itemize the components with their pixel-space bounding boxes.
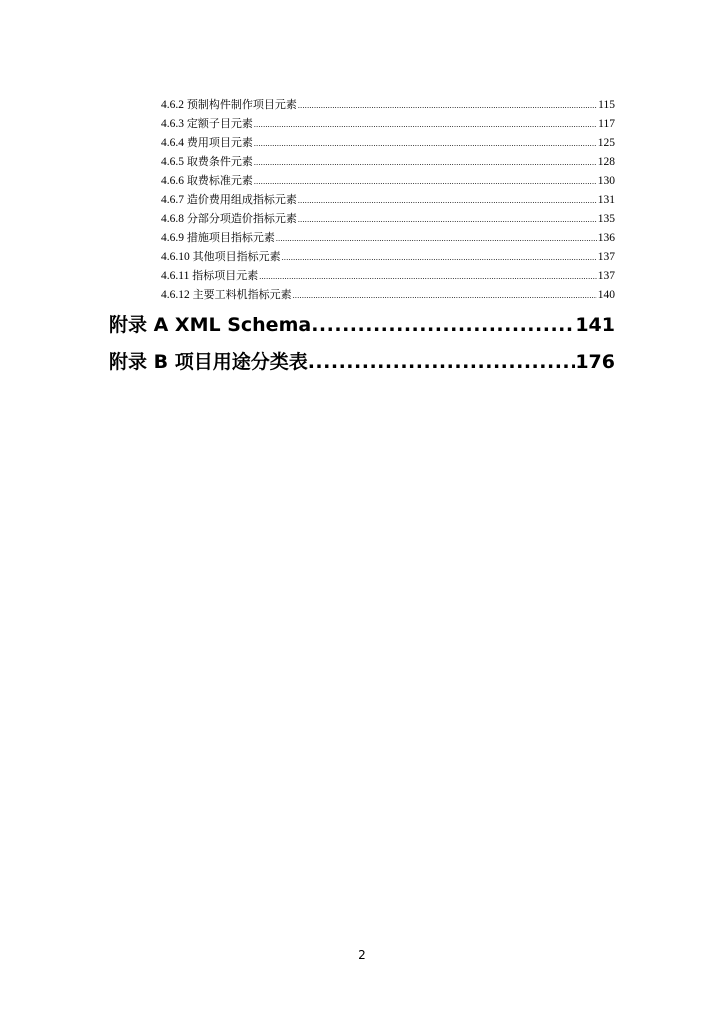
toc-entry-number: 4.6.12 [161,289,190,301]
toc-dot-leader [254,135,597,152]
toc-entry-title: 分部分项造价指标元素 [186,212,297,225]
toc-entry-number: 4.6.9 [161,232,184,244]
toc-entry-number: 4.6.4 [161,137,184,149]
toc-dot-leader [298,97,597,114]
page-number: 2 [358,948,366,962]
toc-appendix-title: 附录 A XML Schema [109,314,312,336]
toc-entry-page: 136 [597,232,615,244]
toc-entry [161,229,615,246]
toc-entry [161,191,615,208]
toc-entry-title: 取费标准元素 [186,174,253,187]
toc-entry-number: 4.6.3 [161,118,184,130]
toc-entry-number: 4.6.6 [161,175,184,187]
toc-entry-page: 115 [598,99,615,111]
toc-appendix-page: 141 [575,314,615,336]
toc-entry-number: 4.6.10 [161,251,190,263]
toc-entry-title: 取费条件元素 [186,155,253,168]
toc-entry [161,248,615,265]
toc-dot-leader [254,116,597,133]
toc-entry-page: 130 [597,175,615,187]
toc-entry [161,96,615,113]
toc-entry-page: 140 [597,289,615,301]
toc-entry-page: 135 [597,213,615,225]
toc-entry-title: 主要工料机指标元素 [192,288,292,301]
toc-entry-number: 4.6.8 [161,213,184,225]
toc-dot-leader [254,173,597,190]
toc-entry-title: 造价费用组成指标元素 [186,193,297,206]
toc-dot-leader [282,249,597,266]
toc-entry-page: 125 [597,137,615,149]
toc-entry [161,153,615,170]
toc-dot-leader [259,268,597,285]
toc-entry-number: 4.6.11 [161,270,190,282]
toc-dot-leader [254,154,597,171]
toc-dot-leader [298,211,597,228]
toc-entry [161,267,615,284]
toc-entry-page: 128 [597,156,615,168]
toc-entry [161,172,615,189]
toc-entry-title: 定额子目元素 [186,117,253,130]
toc-entry-title: 指标项目元素 [192,269,259,282]
toc-entry [161,210,615,227]
toc-appendix-entry [109,311,615,339]
toc-dot-leader [276,230,597,247]
toc-entry-title: 其他项目指标元素 [192,250,281,263]
toc-entry-page: 117 [598,118,615,130]
toc-entry-title: 措施项目指标元素 [186,231,275,244]
toc-entry-title: 费用项目元素 [186,136,253,149]
toc-entry [161,134,615,151]
toc-dot-leader [298,192,597,209]
toc-appendix-title: 附录 B 项目用途分类表 [109,351,308,373]
toc-entry [161,115,615,132]
toc-entry-number: 4.6.5 [161,156,184,168]
toc-entry-page: 131 [597,194,615,206]
toc-dot-leader [293,287,597,304]
toc-entry-page: 137 [597,251,615,263]
toc-appendix-entry [109,348,615,376]
toc-dot-leader [311,311,575,339]
toc-entry [161,286,615,303]
toc-entry-number: 4.6.2 [161,99,184,111]
toc-entry-title: 预制构件制作项目元素 [186,98,297,111]
toc-appendix-page: 176 [575,351,615,373]
toc-dot-leader [308,348,576,376]
toc-entry-number: 4.6.7 [161,194,184,206]
toc-entry-page: 137 [597,270,615,282]
